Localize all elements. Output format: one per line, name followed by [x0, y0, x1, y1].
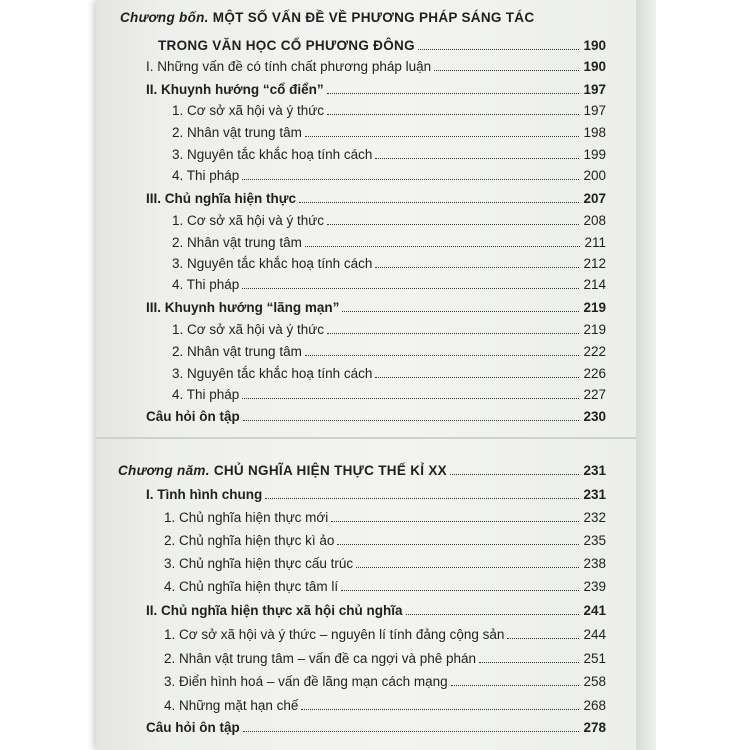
page-number: 208	[583, 213, 606, 228]
chapter4-heading-line2	[158, 34, 606, 54]
entry-label: 2. Nhân vật trung tâm	[172, 235, 302, 250]
page-number: 238	[583, 556, 606, 571]
entry-label: II. Khuynh hướng “cổ điển”	[146, 82, 324, 97]
entry-label: 2. Chủ nghĩa hiện thực kì ảo	[164, 533, 335, 548]
leader-dots	[327, 333, 579, 334]
leader-dots	[242, 398, 579, 399]
page-number: 198	[583, 125, 606, 140]
entry-label: III. Khuynh hướng “lãng mạn”	[146, 300, 340, 315]
entry-label: 4. Những mặt hạn chế	[164, 698, 299, 713]
toc-entry	[164, 575, 606, 595]
entry-label: 1. Cơ sở xã hội và ý thức	[172, 103, 325, 118]
leader-dots	[375, 158, 579, 159]
page-number: 231	[583, 463, 606, 478]
leader-dots	[337, 544, 579, 545]
leader-dots	[434, 70, 579, 71]
toc-entry	[164, 529, 606, 549]
entry-label: 3. Chủ nghĩa hiện thực cấu trúc	[164, 556, 354, 571]
page-number: 226	[583, 366, 606, 381]
leader-dots	[242, 179, 579, 180]
entry-label: 3. Nguyên tắc khắc hoạ tính cách	[172, 147, 373, 162]
entry-label: I. Tình hình chung	[146, 487, 263, 502]
divider	[96, 437, 636, 439]
leader-dots	[479, 662, 579, 663]
toc-section	[146, 599, 606, 619]
page-number: 251	[583, 651, 606, 666]
entry-label: Câu hỏi ôn tập	[146, 720, 240, 735]
page-number: 211	[584, 235, 606, 250]
page-edge	[636, 0, 656, 750]
page-number: 207	[583, 191, 606, 206]
page-number: 232	[583, 510, 606, 525]
toc-entry	[164, 552, 606, 572]
leader-dots	[243, 731, 580, 732]
toc-entry	[146, 55, 606, 75]
page-number: 214	[583, 277, 606, 292]
page-number: 197	[583, 82, 606, 97]
toc-entry	[172, 164, 606, 184]
page-number: 239	[583, 579, 606, 594]
leader-dots	[418, 49, 580, 50]
entry-label: 1. Chủ nghĩa hiện thực mới	[164, 510, 329, 525]
leader-dots	[327, 114, 579, 115]
chapter5-title: CHỦ NGHĨA HIỆN THỰC THẾ KỈ XX	[213, 463, 447, 478]
toc-section	[146, 78, 606, 98]
entry-label: Câu hỏi ôn tập	[146, 409, 240, 424]
page-number: 230	[583, 409, 606, 424]
entry-label: 2. Nhân vật trung tâm	[172, 344, 302, 359]
page-number: 219	[583, 322, 606, 337]
page-number: 199	[583, 147, 606, 162]
leader-dots	[243, 420, 580, 421]
entry-label: 1. Cơ sở xã hội và ý thức – nguyên lí tính đảng cộng sản	[164, 627, 505, 642]
toc-section	[146, 483, 606, 503]
leader-dots	[507, 638, 579, 639]
toc-entry	[164, 694, 606, 714]
page-number: 197	[583, 103, 606, 118]
page-number: 235	[583, 533, 606, 548]
page-number: 268	[583, 698, 606, 713]
toc-entry	[172, 273, 606, 293]
toc-entry	[164, 647, 606, 667]
toc-entry	[172, 362, 606, 382]
entry-label: I. Những vấn đề có tính chất phương pháp luận	[146, 59, 432, 74]
page-number: 222	[583, 344, 606, 359]
page-number: 227	[583, 387, 606, 402]
leader-dots	[299, 202, 579, 203]
leader-dots	[375, 377, 579, 378]
leader-dots	[301, 709, 579, 710]
page-number: 200	[583, 168, 606, 183]
entry-label: 3. Điển hình hoá – vấn đề lãng mạn cách mạng	[164, 674, 448, 689]
page-number: 219	[583, 300, 606, 315]
leader-dots	[451, 685, 580, 686]
chapter5-heading	[118, 459, 606, 479]
page-number: 190	[583, 38, 606, 53]
toc-entry	[172, 340, 606, 360]
entry-label: II. Chủ nghĩa hiện thực xã hội chủ nghĩa	[146, 603, 403, 618]
chapter4-label: Chương bốn.	[120, 10, 209, 25]
page-number: 212	[583, 256, 606, 271]
toc-entry	[172, 121, 606, 141]
toc-section	[146, 405, 606, 425]
toc-entry	[164, 623, 606, 643]
entry-label: 4. Thi pháp	[172, 387, 240, 402]
entry-label: 1. Cơ sở xã hội và ý thức	[172, 213, 325, 228]
leader-dots	[265, 498, 579, 499]
entry-label: 3. Nguyên tắc khắc hoạ tính cách	[172, 256, 373, 271]
chapter4-title-line1: MỘT SỐ VẤN ĐỀ VỀ PHƯƠNG PHÁP SÁNG TÁC	[212, 10, 535, 25]
toc-entry	[172, 143, 606, 163]
chapter4-title-line2: TRONG VĂN HỌC CỔ PHƯƠNG ĐÔNG	[158, 38, 415, 53]
leader-dots	[375, 267, 579, 268]
chapter5-label: Chương năm.	[118, 463, 210, 478]
entry-label: 1. Cơ sở xã hội và ý thức	[172, 322, 325, 337]
toc-entry	[164, 670, 606, 690]
leader-dots	[327, 93, 580, 94]
leader-dots	[305, 355, 580, 356]
leader-dots	[341, 590, 579, 591]
toc-section	[146, 296, 606, 316]
toc-section	[146, 187, 606, 207]
leader-dots	[356, 567, 579, 568]
entry-label: 3. Nguyên tắc khắc hoạ tính cách	[172, 366, 373, 381]
toc-entry	[172, 99, 606, 119]
page-number: 190	[583, 59, 606, 74]
toc-entry	[172, 318, 606, 338]
entry-label: 2. Nhân vật trung tâm	[172, 125, 302, 140]
page-number: 278	[583, 720, 606, 735]
entry-label: 2. Nhân vật trung tâm – vấn đề ca ngợi và phê phán	[164, 651, 477, 666]
leader-dots	[327, 224, 579, 225]
leader-dots	[450, 474, 579, 475]
chapter4-heading	[120, 6, 600, 26]
leader-dots	[242, 288, 579, 289]
page-number: 231	[583, 487, 606, 502]
leader-dots	[305, 136, 580, 137]
entry-label: 4. Thi pháp	[172, 277, 240, 292]
page-number: 244	[583, 627, 606, 642]
toc-entry	[172, 231, 606, 251]
toc-entry	[164, 506, 606, 526]
entry-label: III. Chủ nghĩa hiện thực	[146, 191, 297, 206]
toc-section	[146, 716, 606, 736]
toc-entry	[172, 209, 606, 229]
entry-label: 4. Chủ nghĩa hiện thực tâm lí	[164, 579, 339, 594]
book-page	[96, 0, 636, 750]
toc-entry	[172, 252, 606, 272]
leader-dots	[342, 311, 579, 312]
leader-dots	[406, 614, 580, 615]
entry-label: 4. Thi pháp	[172, 168, 240, 183]
toc-entry	[172, 383, 606, 403]
page-number: 258	[583, 674, 606, 689]
page-number: 241	[583, 603, 606, 618]
leader-dots	[305, 246, 581, 247]
leader-dots	[331, 521, 579, 522]
